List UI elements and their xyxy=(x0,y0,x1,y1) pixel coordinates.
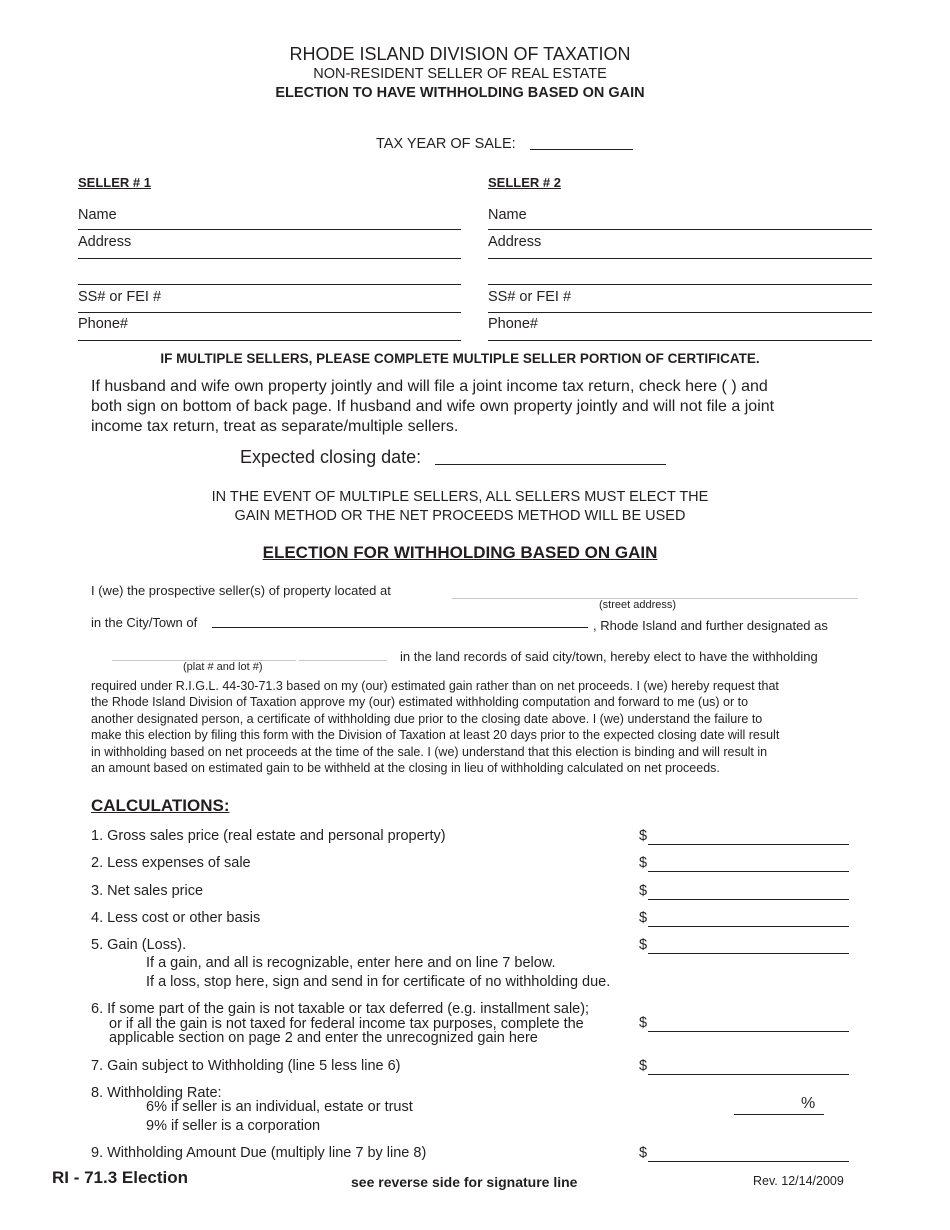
calc-line-1-label: 1. Gross sales price (real estate and personal property) xyxy=(91,828,446,844)
calc-line-2-label: 2. Less expenses of sale xyxy=(91,855,251,871)
calc-line-4-field[interactable] xyxy=(648,926,849,927)
calc-line-9-label: 9. Withholding Amount Due (multiply line 7 by line 8) xyxy=(91,1145,427,1161)
calc-line-8-label: 8. Withholding Rate: xyxy=(91,1085,222,1101)
seller-1-name-label: Name xyxy=(78,207,117,223)
calc-line-4-label: 4. Less cost or other basis xyxy=(91,910,261,926)
seller-2-address-label: Address xyxy=(488,234,542,250)
calc-line-5-field[interactable] xyxy=(648,953,849,954)
seller-2-phone-label: Phone# xyxy=(488,316,538,332)
calculations-heading: CALCULATIONS: xyxy=(91,796,230,815)
calc-line-5-label: 5. Gain (Loss). xyxy=(91,937,187,953)
calc-line-2-field[interactable] xyxy=(648,871,849,872)
calc-line-8-corporation: 9% if seller is a corporation xyxy=(146,1118,321,1134)
city-town-field[interactable] xyxy=(212,627,588,628)
seller-1-name-field[interactable] xyxy=(78,229,461,230)
seller-2-phone-field[interactable] xyxy=(488,340,872,341)
agency-title: RHODE ISLAND DIVISION OF TAXATION xyxy=(289,44,631,64)
lot-number-field[interactable] xyxy=(299,660,387,661)
tax-year-label: TAX YEAR OF SALE: xyxy=(376,136,516,152)
prospective-seller-label: I (we) the prospective seller(s) of property located at xyxy=(91,583,391,598)
joint-text-line-2: both sign on bottom of back page. If husband and wife own property jointly and will not file a joint xyxy=(91,398,775,415)
multiple-event-line-1: IN THE EVENT OF MULTIPLE SELLERS, ALL SELLERS MUST ELECT THE xyxy=(211,489,709,505)
seller-1-ssn-label: SS# or FEI # xyxy=(78,289,162,305)
multiple-event-line-2: GAIN METHOD OR THE NET PROCEEDS METHOD WILL BE USED xyxy=(234,508,686,524)
calc-line-4-currency: $ xyxy=(639,910,648,926)
form-title: ELECTION TO HAVE WITHHOLDING BASED ON GAIN xyxy=(275,85,645,101)
calc-line-6-label-c: applicable section on page 2 and enter the unrecognized gain here xyxy=(109,1030,538,1046)
city-town-label: in the City/Town of xyxy=(91,615,198,630)
joint-text-line-3: income tax return, treat as separate/multiple sellers. xyxy=(91,418,459,435)
calc-line-6-label-b: or if all the gain is not taxed for federal income tax purposes, complete the xyxy=(109,1016,584,1032)
calc-line-7-label: 7. Gain subject to Withholding (line 5 less line 6) xyxy=(91,1058,401,1074)
calc-line-9-field[interactable] xyxy=(648,1161,849,1162)
calc-line-8-individual: 6% if seller is an individual, estate or trust xyxy=(146,1099,413,1115)
seller-2-address-field[interactable] xyxy=(488,258,872,259)
reverse-side-note: see reverse side for signature line xyxy=(351,1174,578,1190)
seller-1-phone-label: Phone# xyxy=(78,316,128,332)
joint-text-line-1: If husband and wife own property jointly and will file a joint income tax return, check here ( ) and xyxy=(91,378,768,395)
multiple-sellers-notice: IF MULTIPLE SELLERS, PLEASE COMPLETE MULTIPLE SELLER PORTION OF CERTIFICATE. xyxy=(160,351,760,366)
calc-line-6-currency: $ xyxy=(639,1015,648,1031)
election-body-line-5: in withholding based on net proceeds at the time of the sale. I (we) understand that this election is binding and will result in xyxy=(91,745,768,759)
election-body-line-2: the Rhode Island Division of Taxation approve my (our) estimated withholding computation and forward to me (us) or to xyxy=(91,695,749,709)
election-body-line-1: required under R.I.G.L. 44-30-71.3 based on my (our) estimated gain rather than on net proceeds. I (we) hereby request that xyxy=(91,679,779,693)
election-body-line-4: make this election by filing this form with the Division of Taxation at least 20 days prior to the expected closing date will result xyxy=(91,728,780,742)
seller-2-ssn-field[interactable] xyxy=(488,312,872,313)
calc-line-6-label-a: 6. If some part of the gain is not taxable or tax deferred (e.g. installment sale); xyxy=(91,1001,590,1017)
seller-2-name-field[interactable] xyxy=(488,229,872,230)
plat-lot-caption: (plat # and lot #) xyxy=(183,661,263,673)
tax-year-field[interactable] xyxy=(530,149,633,150)
closing-date-field[interactable] xyxy=(435,464,666,465)
calc-line-9-currency: $ xyxy=(639,1145,648,1161)
calc-line-7-currency: $ xyxy=(639,1058,648,1074)
rhode-island-text: , Rhode Island and further designated as xyxy=(593,618,828,633)
closing-date-label: Expected closing date: xyxy=(240,447,422,467)
calc-line-3-label: 3. Net sales price xyxy=(91,883,204,899)
calc-line-5-currency: $ xyxy=(639,937,648,953)
election-heading: ELECTION FOR WITHHOLDING BASED ON GAIN xyxy=(262,543,658,562)
seller-1-address-field-2[interactable] xyxy=(78,284,461,285)
form-id: RI - 71.3 Election xyxy=(52,1168,189,1187)
calc-line-1-field[interactable] xyxy=(648,844,849,845)
seller-1-address-label: Address xyxy=(78,234,132,250)
form-subtitle: NON-RESIDENT SELLER OF REAL ESTATE xyxy=(313,66,607,82)
seller-1-ssn-field[interactable] xyxy=(78,312,461,313)
election-body-line-3: another designated person, a certificate of withholding due prior to the closing date above. I (we) understand the failure to xyxy=(91,712,763,726)
seller-2-ssn-label: SS# or FEI # xyxy=(488,289,572,305)
seller-1-heading: SELLER # 1 xyxy=(78,175,151,190)
calc-line-7-field[interactable] xyxy=(648,1074,849,1075)
calc-line-3-currency: $ xyxy=(639,883,648,899)
seller-1-phone-field[interactable] xyxy=(78,340,461,341)
seller-2-name-label: Name xyxy=(488,207,527,223)
land-records-text: in the land records of said city/town, hereby elect to have the withholding xyxy=(400,649,818,664)
street-address-caption: (street address) xyxy=(599,599,677,611)
calc-line-2-currency: $ xyxy=(639,855,648,871)
seller-1-address-field[interactable] xyxy=(78,258,461,259)
calc-line-6-field[interactable] xyxy=(648,1031,849,1032)
joint-return-checkbox[interactable] xyxy=(758,380,772,396)
calc-line-5-note-2: If a loss, stop here, sign and send in for certificate of no withholding due. xyxy=(146,974,611,990)
seller-2-address-field-2[interactable] xyxy=(488,284,872,285)
calc-line-1-currency: $ xyxy=(639,828,648,844)
election-body-line-6: an amount based on estimated gain to be withheld at the closing in lieu of withholding calculated on net proceeds. xyxy=(91,761,720,775)
calc-line-5-note-1: If a gain, and all is recognizable, enter here and on line 7 below. xyxy=(146,955,556,971)
revision-date: Rev. 12/14/2009 xyxy=(753,1174,844,1188)
percent-symbol: % xyxy=(801,1095,816,1112)
seller-2-heading: SELLER # 2 xyxy=(488,175,561,190)
calc-line-3-field[interactable] xyxy=(648,899,849,900)
calc-line-8-rate-field[interactable] xyxy=(734,1114,824,1115)
